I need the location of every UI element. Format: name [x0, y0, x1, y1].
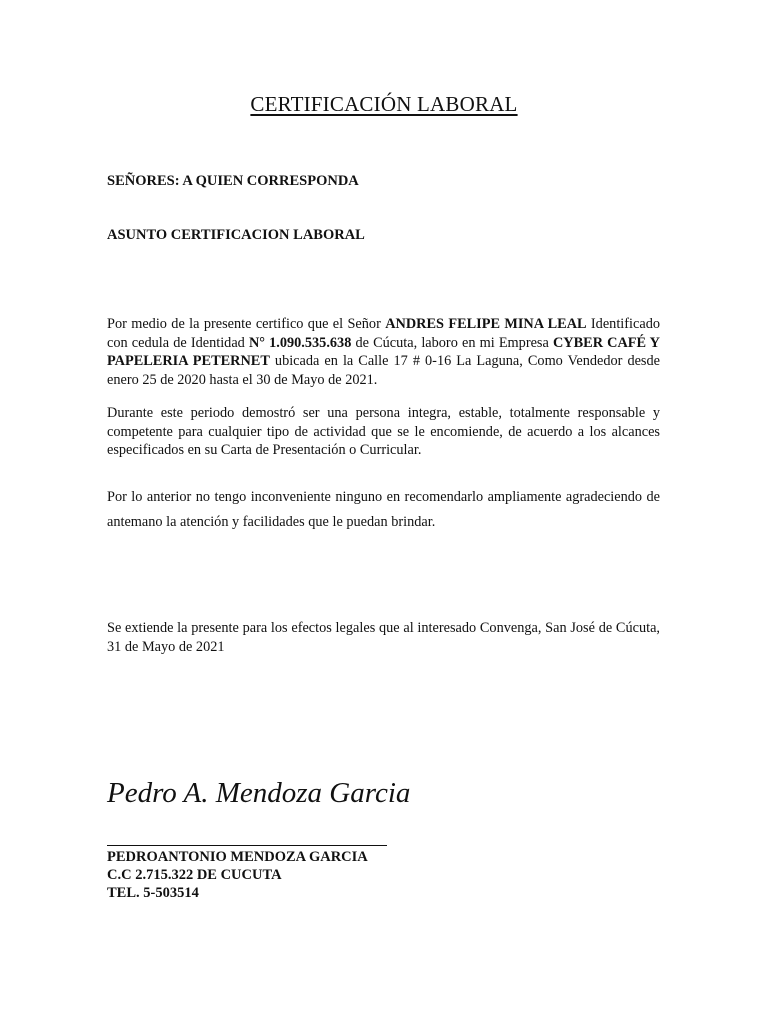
recipient-line: SEÑORES: A QUIEN CORRESPONDA: [107, 173, 359, 189]
paragraph-closing: Se extiende la presente para los efectos legales que al interesado Convenga, San José de Cúcuta, 31 de Mayo de 2021: [107, 620, 660, 655]
paragraph-conduct: Durante este periodo demostró ser una persona integra, estable, totalmente responsable y competente para cualquier tipo de actividad que se le encomiende, de acuerdo a los alcances especificados en su Carta de Presentación o Curricular.: [107, 405, 660, 458]
handwritten-signature: Pedro A. Mendoza Garcia: [107, 777, 411, 809]
signature-line: [107, 845, 387, 846]
id-text: Identificado con cedula de Identidad: [107, 316, 660, 351]
signer-id: C.C 2.715.322 DE CUCUTA: [107, 867, 282, 883]
id-number: N° 1.090.535.638: [248, 334, 352, 351]
signer-phone: TEL. 5-503514: [107, 885, 199, 901]
paragraph-recommendation: Por lo anterior no tengo inconveniente ninguno en recomendarlo ampliamente agradeciendo de antemano la atención y facilidades que le puedan brindar.: [107, 489, 660, 530]
employee-name: ANDRES FELIPE MINA LEAL: [385, 316, 587, 332]
paragraph-employment: [107, 315, 660, 389]
signer-block: [107, 848, 368, 902]
employment-details: ubicada en la Calle 17 # 0-16 La Laguna, Como Vendedor desde enero 25 de 2020 hasta el 30 de Mayo de 2021.: [107, 353, 660, 388]
document-title: CERTIFICACIÓN LABORAL: [250, 92, 518, 116]
subject-line: ASUNTO CERTIFICACION LABORAL: [107, 227, 365, 243]
signer-name: PEDROANTONIO MENDOZA GARCIA: [107, 849, 368, 865]
paragraph-intro: Por medio de la presente certifico que el Señor: [107, 316, 386, 332]
company-name: CYBER CAFÉ Y PAPELERIA PETERNET: [107, 334, 661, 369]
after-id-text: de Cúcuta, laboro en mi Empresa: [351, 334, 553, 351]
